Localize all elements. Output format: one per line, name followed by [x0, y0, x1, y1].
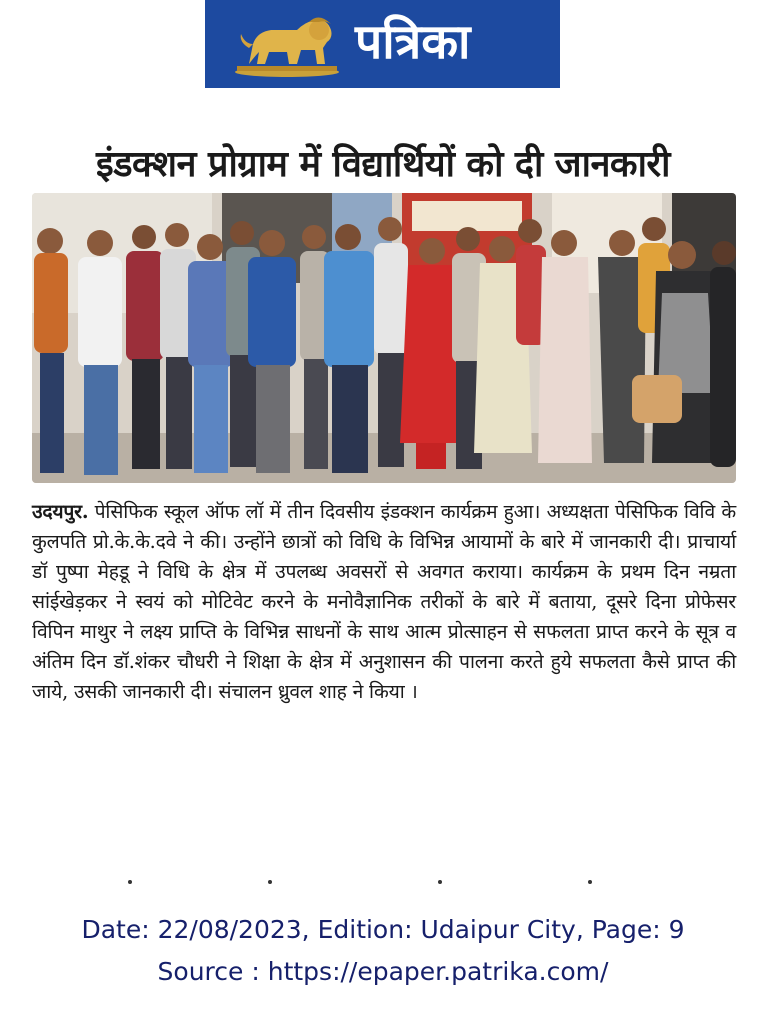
edition-info: Date: 22/08/2023, Edition: Udaipur City, Page: 9: [81, 915, 685, 944]
lion-logo-icon: [227, 8, 347, 80]
group-photo-icon: [32, 193, 736, 483]
article-text: पेसिफिक स्कूल ऑफ लॉ में तीन दिवसीय इंडक्शन कार्यक्रम हुआ। अध्यक्षता पेसिफिक विवि के कुलपति प्रो.के.के.दवे ने की। उन्होंने छात्रों को विधि के विभिन्न आयामों के बारे में जानकारी दी। प्राचार्या डॉ पुष्पा मेहडू ने विधि के क्षेत्र में उपलब्ध अवसरों से अवगत कराया। कार्यक्रम के प्रथम दिन नम्रता सांईखेड़कर ने स्वयं को मोटिवेट करने के मनोवैज्ञानिक तरीकों के बारे में बताया, दूसरे दिना प्रोफेसर विपिन माथुर ने लक्ष्य प्राप्ति के विभिन्न साधनों के साथ आत्म प्रोत्साहन से सफलता प्राप्त करने के सूत्र व अंतिम दिन डॉ.शंकर चौधरी ने शिक्षा के क्षेत्र में अनुशासन की पालना करते हुये सफलता कैसे प्राप्त की जाये, उसकी जानकारी दी। संचालन ध्रुवल शाह ने किया ।: [32, 500, 736, 703]
source-link[interactable]: Source : https://epaper.patrika.com/: [157, 957, 609, 986]
article-dateline: उदयपुर.: [32, 500, 89, 523]
article-body: [32, 497, 736, 707]
brand-title: पत्रिका: [355, 14, 471, 70]
separator-dots: [120, 879, 640, 885]
masthead: [205, 0, 560, 88]
headline: इंडक्शन प्रोग्राम में विद्यार्थियों को दी जानकारी: [96, 144, 670, 185]
